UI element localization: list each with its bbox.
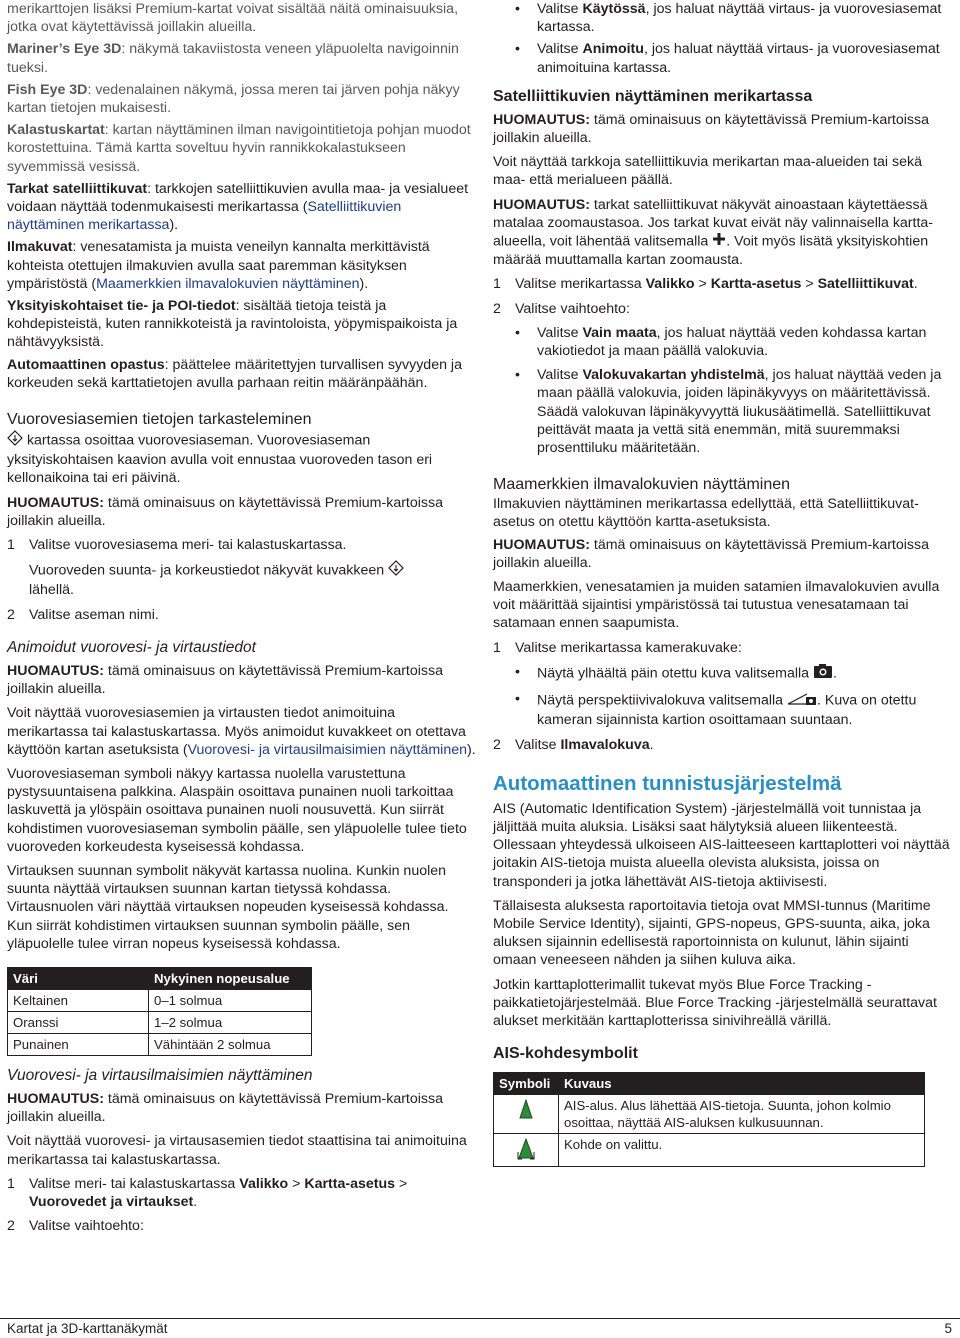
note-label: HUOMAUTUS:: [7, 1090, 104, 1107]
option-text: , jos haluat näyttää veden ja maan päällä valokuvia, joiden läpinäkyvyys on määritettävissä. Säädä valokuvan läpinäkyvyyttä liukusäätimellä. Satelliittikuvat peittävät maata ja vettä sitä enemmän, mitä suuremmaksi prosenttiluku määritetään.: [537, 367, 942, 457]
period: .: [913, 276, 918, 293]
tarkat-link[interactable]: Satelliittikuvien näyttäminen merikartassa: [7, 199, 402, 234]
option-prefix: Valitse: [537, 324, 583, 341]
option-prefix: Valitse: [537, 367, 583, 384]
table-header-row: [494, 1073, 925, 1095]
animated-paragraph-2: Vuorovesiaseman symboli näkyy kartassa nuolella varustettuna pystysuuntaisena palkkina. Alaspäin osoittava punainen nuoli tarkoittaa laskuvettä ja ylöspäin osoittava punainen nuoli nousuvettä. Kun siirrät kohdistimen vuorovesiaseman symbolin päälle, sen yläpuolelle tulee tieto vuoroveden korkeudesta kyseisessä kohdassa.: [7, 765, 467, 855]
option-text: Näytä perspektiivivalokuva valitsemalla: [537, 692, 787, 709]
aerial-photos-heading: Maamerkkien ilmavalokuvien näyttäminen: [493, 476, 791, 494]
step-number: 2: [493, 736, 501, 753]
animated-note: [7, 662, 477, 698]
result-text: Vuoroveden suunta- ja korkeustiedot näkyvät kuvakkeen: [29, 562, 389, 579]
step-number: 1: [7, 1175, 15, 1192]
ais-symbols-heading: AIS-kohdesymbolit: [493, 1045, 638, 1063]
table-cell: 1–2 solmua: [149, 1011, 312, 1033]
ais-heading: Automaattinen tunnistusjärjestelmä: [493, 771, 842, 795]
map-setup-label: Kartta-asetus: [304, 1175, 396, 1192]
intro-paragraph: merikarttojen lisäksi Premium-kartat voivat sisältää näitä ominaisuuksia, jotka ovat käytettävissä joillakin alueilla.: [7, 1, 459, 36]
note-text: tämä ominaisuus on käytettävissä Premium-kartoissa joillakin alueilla.: [7, 494, 443, 529]
tarkat-paragraph: [7, 180, 477, 235]
kalastus-term: Kalastuskartat: [7, 122, 105, 139]
ilmakuvat-term: Ilmakuvat: [7, 239, 73, 256]
step-number: 2: [7, 1218, 15, 1235]
table-row: [8, 1033, 312, 1055]
ilmakuvat-end: ).: [359, 275, 369, 292]
note-end: . Voit myös lisätä yksityiskohtien määrää muuttamalla kartan zoomausta.: [493, 233, 929, 269]
ais-paragraph-3: Jotkin karttaplotterimallit tukevat myös Blue Force Tracking -paikkatietojärjestelmää. Blue Force Tracking -järjestelmällä seurattavat alukset merkitään karttaplotterissa sinivihreällä värillä.: [493, 976, 937, 1029]
poi-paragraph: [7, 297, 477, 352]
tide-station-heading: Vuorovesiasemien tietojen tarkasteleminen: [7, 411, 312, 429]
mariner-term: Mariner’s Eye 3D: [7, 41, 122, 58]
animated-paragraph-1: [7, 704, 477, 759]
animated-paragraph-3: Virtauksen suunnan symbolit näkyvät kartassa nuolina. Kunkin nuolen suunta näyttää virtauksen suunnan kartan tietyssä kohdassa. Virtausnuolen väri näyttää virtauksen nopeuden kyseisessä kohdassa. Kun siirrät kohdistimen virtauksen suunnan symbolin päälle, sen yläpuolelle tulee virran nopeus kyseisessä kohdassa.: [7, 862, 449, 952]
step-text: Valitse: [515, 736, 561, 753]
option-text: , jos haluat näyttää virtaus- ja vuorovesiasemat animoituina kartassa.: [537, 41, 940, 76]
step-number: 1: [493, 639, 501, 656]
option-perspective-photo: [493, 690, 953, 729]
indicators-step-2: [7, 1217, 477, 1235]
right-column: [493, 0, 953, 1167]
satellite-step-2: [493, 300, 953, 318]
aerial-note: [493, 536, 953, 572]
step-text: Valitse vaihtoehto:: [515, 300, 630, 317]
result-text-end: lähellä.: [29, 582, 74, 599]
tide-step-1: [7, 536, 477, 554]
kalastus-text: : kartan näyttäminen ilman navigointitietoja pohjan muodot korostettuina. Tämä kartta soveltuu hyvin rannikkokalastukseen syvemmissä vesissä.: [7, 122, 471, 175]
camera-icon: [813, 663, 833, 684]
satellite-heading: Satelliittikuvien näyttäminen merikartassa: [493, 87, 813, 105]
option-end: . Kuva on otettu kameran sijainnista kartion osoittamaan suuntaan.: [537, 692, 917, 729]
note-label: HUOMAUTUS:: [7, 494, 104, 511]
step-number: 1: [493, 276, 501, 293]
auto-guidance-term: Automaattinen opastus: [7, 356, 165, 373]
page-number: 5: [944, 1321, 952, 1336]
plus-icon: [712, 232, 726, 251]
table-header-cell: Nykyinen nopeusalue: [149, 967, 312, 989]
table-cell: [494, 1095, 559, 1134]
table-cell: Kohde on valittu.: [559, 1134, 925, 1167]
table-row: [8, 1011, 312, 1033]
ilmakuvat-link[interactable]: Maamerkkien ilmavalokuvien näyttäminen: [96, 275, 360, 292]
option-term: Käytössä: [582, 1, 646, 17]
left-column: [7, 0, 477, 1235]
tide-intro-paragraph: [7, 430, 477, 488]
option-term: Animoitu: [582, 41, 644, 58]
option-overhead-photo: [493, 663, 953, 684]
ais-target-selected-icon: [517, 1138, 535, 1164]
tide-note: [7, 494, 477, 530]
step-text: Valitse aseman nimi.: [29, 606, 159, 623]
mariner-text: : näkymä takaviistosta veneen yläpuolelta navigoinnin tueksi.: [7, 41, 459, 76]
table-cell: [494, 1134, 559, 1167]
table-cell: 0–1 solmua: [149, 989, 312, 1011]
ais-paragraph-2: Tällaisesta aluksesta raportoitavia tietoja ovat MMSI-tunnus (Maritime Mobile Service Identity), sijainti, GPS-nopeus, GPS-suunta, aika, joka aluksen sijainnin edellisestä raportoinnista on kulunut, lähin sijainti omaan veneeseen nähden ja siihen kuluva aika.: [493, 897, 931, 969]
option-end: .: [833, 665, 837, 682]
note-text: tämä ominaisuus on käytettävissä Premium-kartoissa joillakin alueilla.: [493, 111, 929, 147]
table-row: [494, 1095, 925, 1134]
ilmakuvat-text: : venesatamista ja muista veneilyn kannalta merkittävistä kohteista otettujen ilmakuvien avulla saat paremman käsityksen ympäristöstä (: [7, 239, 430, 292]
step-number: 1: [7, 537, 15, 554]
period: .: [649, 736, 654, 753]
step-text: Valitse meri- tai kalastuskartassa: [29, 1175, 240, 1192]
note-text: tämä ominaisuus on käytettävissä Premium-kartoissa joillakin alueilla.: [493, 536, 929, 571]
note-label: HUOMAUTUS:: [493, 536, 590, 553]
table-cell: Vähintään 2 solmua: [149, 1033, 312, 1055]
ais-vessel-icon: [519, 1099, 533, 1123]
option-animated: [493, 40, 953, 76]
indicators-step-1: [7, 1175, 477, 1211]
table-cell: AIS-alus. Alus lähettää AIS-tietoja. Suunta, johon kolmio osoittaa, näyttää AIS-aluksen kulkusuunnan.: [559, 1095, 925, 1134]
step-text: Valitse vuorovesiasema meri- tai kalastuskartassa.: [29, 537, 347, 554]
note-label: HUOMAUTUS:: [7, 662, 104, 679]
note-label: HUOMAUTUS:: [493, 196, 590, 213]
tide-step-2: [7, 606, 477, 624]
satellite-step-1: [493, 275, 953, 293]
fish-eye-text: : vedenalainen näkymä, jossa meren tai järven pohja näkyy kartan tietojen mukaisesti.: [7, 81, 460, 117]
satellite-note-2: [493, 196, 953, 270]
table-cell: Punainen: [8, 1033, 149, 1055]
satellite-paragraph: Voit näyttää tarkkoja satelliittikuvia merikartan maa-alueiden tai sekä maa- että merialueen päällä.: [493, 154, 922, 189]
option-photo-blend: [493, 366, 953, 457]
animated-tides-heading: Animoidut vuorovesi- ja virtaustiedot: [7, 638, 256, 656]
step-text: Valitse vaihtoehto:: [29, 1218, 144, 1235]
ais-symbols-table: [493, 1072, 925, 1167]
satellite-label: Satelliittikuvat: [817, 276, 914, 293]
separator: >: [288, 1175, 305, 1192]
animated-link[interactable]: Vuorovesi- ja virtausilmaisimien näyttäminen: [187, 741, 467, 758]
tide-station-icon: [388, 560, 404, 581]
menu-label: Valikko: [239, 1175, 289, 1192]
satellite-note: [493, 111, 953, 147]
step-text: Valitse merikartassa: [515, 276, 646, 293]
table-header-row: [8, 967, 312, 989]
tide-intro-text: kartassa osoittaa vuorovesiaseman. Vuorovesiaseman yksityiskohtaisen kaavion avulla voit ennustaa vuoroveden tason eri kellonaikoina tai eri päivinä.: [7, 432, 433, 487]
table-cell: Oranssi: [8, 1011, 149, 1033]
separator: >: [694, 276, 711, 293]
option-prefix: Valitse: [537, 41, 583, 58]
option-land-only: [493, 324, 953, 360]
aerial-paragraph-1: Ilmakuvien näyttäminen merikartassa edellyttää, että Satelliittikuvat-asetus on otettu käyttöön kartta-asetuksista.: [493, 496, 919, 531]
page-footer: [0, 1318, 960, 1336]
note-text: tämä ominaisuus on käytettävissä Premium-kartoissa joillakin alueilla.: [7, 1090, 443, 1126]
tarkat-end: ).: [169, 217, 179, 234]
option-term: Valokuvakartan yhdistelmä: [582, 367, 765, 384]
option-on: [493, 0, 953, 36]
note-label: HUOMAUTUS:: [493, 111, 590, 128]
ais-paragraph-1: AIS (Automatic Identification System) -järjestelmällä voit tunnistaa ja jäljittää muita aluksia. Lisäksi saat hälytyksiä alueen liikenteestä. Ollessaan yhteydessä ulkoiseen AIS-laitteeseen karttaplotteri voi näyttää joitakin AIS-tietoja muista alueella olevista aluksista, joissa on transponderi ja jotka lähettävät AIS-tietoja aktiivisesti.: [493, 800, 950, 890]
table-header-cell: Kuvaus: [559, 1073, 925, 1095]
table-cell: Keltainen: [8, 989, 149, 1011]
tarkat-term: Tarkat satelliittikuvat: [7, 180, 148, 197]
kalastus-paragraph: [7, 121, 477, 176]
camera-cone-icon: [787, 690, 817, 711]
footer-section-title: Kartat ja 3D-karttanäkymät: [7, 1321, 168, 1336]
auto-guidance-text: : päättelee määritettyjen turvallisen syvyyden ja korkeuden sekä karttatietojen avulla parhaan reitin määränpäähän.: [7, 356, 462, 391]
option-text: , jos haluat näyttää veden kohdassa kartan vakiotiedot ja maan päällä valokuvia.: [537, 324, 927, 360]
option-text: , jos haluat näyttää virtaus- ja vuorovesiasemat kartassa.: [537, 1, 942, 36]
tides-currents-label: Vuorovedet ja virtaukset: [29, 1193, 194, 1210]
aerial-step-1: [493, 639, 953, 657]
separator: >: [801, 276, 818, 293]
note-text: tarkat satelliittikuvat näkyvät ainoastaan käytettäessä matalaa zoomaustasoa. Jos tarkat kuvat eivät näy valinnaisella kartta-alueella, voit lähentää valitsemalla: [493, 196, 934, 250]
table-row: [8, 989, 312, 1011]
option-text: Näytä ylhäältä päin otettu kuva valitsemalla: [537, 665, 814, 682]
fish-eye-term: Fish Eye 3D: [7, 81, 88, 98]
tide-station-icon: [7, 430, 23, 451]
tide-step-1-result: [7, 560, 477, 599]
fish-eye-paragraph: [7, 81, 477, 117]
tide-indicators-heading: Vuorovesi- ja virtausilmaisimien näyttäminen: [7, 1066, 313, 1084]
tarkat-text: : tarkkojen satelliittikuvien avulla maa- ja vesialueet voidaan näyttää todenmukaisesti merikartassa (: [7, 180, 469, 216]
table-row: [494, 1134, 925, 1167]
table-header-cell: Symboli: [494, 1073, 559, 1095]
indicators-note: [7, 1090, 477, 1126]
note-text: tämä ominaisuus on käytettävissä Premium-kartoissa joillakin alueilla.: [7, 662, 443, 698]
aerial-photo-label: Ilmavalokuva: [560, 736, 650, 753]
step-number: 2: [493, 300, 501, 317]
option-prefix: Valitse: [537, 1, 583, 17]
mariner-paragraph: [7, 40, 477, 76]
indicators-paragraph: Voit näyttää vuorovesi- ja virtausasemien tiedot staattisina tai animoituina merikartassa tai kalastuskartassa.: [7, 1133, 467, 1168]
map-setup-label: Kartta-asetus: [710, 276, 802, 293]
aerial-paragraph-2: Maamerkkien, venesatamien ja muiden satamien ilmavalokuvien avulla voit määrittää sijaintisi ympäristössä tai tutustua venesatamaan tai satamaan ennen saapumista.: [493, 579, 940, 632]
menu-label: Valikko: [645, 276, 695, 293]
period: .: [193, 1193, 198, 1210]
option-term: Vain maata: [582, 324, 657, 341]
separator: >: [395, 1175, 408, 1192]
animated-text: Voit näyttää vuorovesiasemien ja virtausten tiedot animoituina merikartassa tai kalastuskartassa. Myös animoidut kuvakkeet on otettava käyttöön kartan asetuksista (: [7, 705, 466, 758]
poi-text: : sisältää tietoja teistä ja kohdepisteistä, kuten rannikkoteistä ja ravintoloista, yöpymispaikoista ja nähtävyyksistä.: [7, 298, 458, 351]
step-number: 2: [7, 606, 15, 623]
auto-guidance-paragraph: [7, 356, 477, 392]
aerial-step-2: [493, 736, 953, 754]
table-header-cell: Väri: [8, 967, 149, 989]
poi-term: Yksityiskohtaiset tie- ja POI-tiedot: [7, 298, 236, 315]
step-text: Valitse merikartassa kamerakuvake:: [515, 639, 742, 656]
current-speed-table: [7, 967, 312, 1056]
animated-end: ).: [467, 741, 476, 758]
ilmakuvat-paragraph: [7, 238, 477, 293]
